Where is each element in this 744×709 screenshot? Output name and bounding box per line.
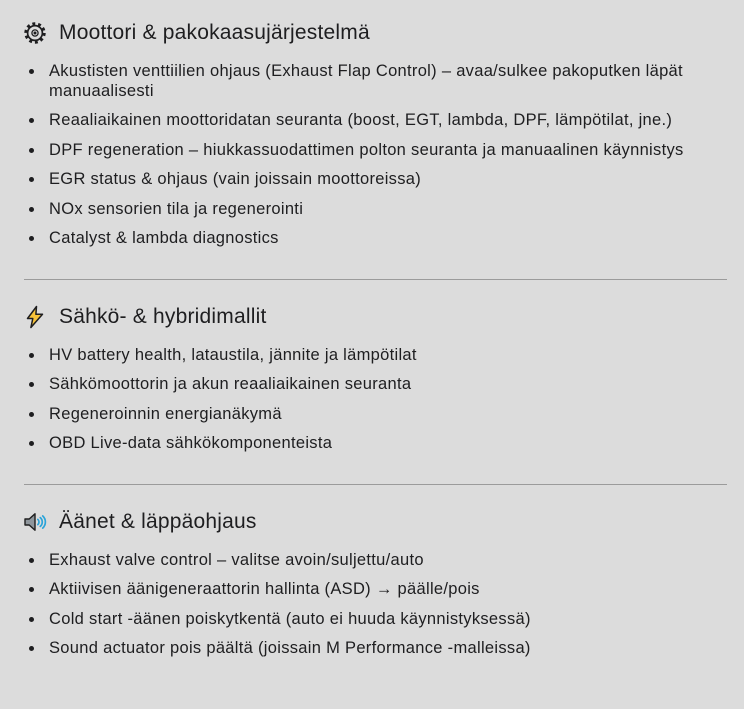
section-heading: Moottori & pakokaasujärjestelmä xyxy=(59,21,370,44)
section-heading: Sähkö- & hybridimallit xyxy=(59,304,267,328)
feature-list xyxy=(22,346,732,454)
bullet-dot xyxy=(29,69,34,74)
bullet-dot xyxy=(29,353,34,358)
list-item-text: HV battery health, lataustila, jännite ja lämpötilat xyxy=(49,345,417,364)
bullet-dot xyxy=(29,412,34,417)
speaker-icon xyxy=(22,509,48,535)
list-item-text: Sound actuator pois päältä (joissain M Performance -malleissa) xyxy=(49,639,531,657)
bullet-dot xyxy=(29,382,34,387)
section-sounds-flap xyxy=(22,509,732,659)
list-item xyxy=(22,170,702,190)
bullet-dot xyxy=(29,118,34,123)
section-divider xyxy=(24,279,727,280)
section-title-row xyxy=(22,20,732,46)
bullet-dot xyxy=(29,646,34,651)
list-item-text: Sähkömoottorin ja akun reaaliaikainen seuranta xyxy=(49,375,412,393)
bullet-dot xyxy=(29,207,34,212)
bullet-dot xyxy=(29,177,34,182)
list-item xyxy=(22,434,702,454)
list-item xyxy=(22,639,702,659)
section-heading: Äänet & läppäohjaus xyxy=(59,509,257,533)
list-item xyxy=(22,141,702,161)
list-item xyxy=(22,405,702,425)
bullet-dot xyxy=(29,236,34,241)
bullet-dot xyxy=(29,558,34,563)
lightning-icon xyxy=(22,304,48,330)
list-item-text: OBD Live-data sähkökomponenteista xyxy=(49,434,333,452)
feature-list xyxy=(22,62,732,249)
bullet-dot xyxy=(29,441,34,446)
list-item xyxy=(22,610,702,630)
list-item-text: Regeneroinnin energianäkymä xyxy=(49,404,282,423)
list-item-text: DPF regeneration – hiukkassuodattimen polton seuranta ja manuaalinen käynnistys xyxy=(49,140,684,159)
list-item xyxy=(22,229,702,249)
gear-icon xyxy=(22,20,48,46)
bullet-dot xyxy=(29,148,34,153)
list-item-text: NOx sensorien tila ja regenerointi xyxy=(49,199,304,218)
bullet-dot xyxy=(29,617,34,622)
list-item-text: Cold start -äänen poiskytkentä (auto ei huuda käynnistyksessä) xyxy=(49,609,531,628)
list-item-text: Exhaust valve control – valitse avoin/suljettu/auto xyxy=(49,550,424,569)
feature-list xyxy=(22,551,732,659)
section-electric-hybrid xyxy=(22,304,732,454)
bullet-dot xyxy=(29,587,34,592)
section-divider xyxy=(24,484,727,485)
list-item xyxy=(22,375,702,395)
list-item xyxy=(22,200,702,220)
list-item-text: Reaaliaikainen moottoridatan seuranta (boost, EGT, lambda, DPF, lämpötilat, jne.) xyxy=(49,111,673,129)
list-item xyxy=(22,111,702,131)
section-title-row xyxy=(22,509,732,535)
list-item xyxy=(22,346,702,366)
list-item xyxy=(22,62,702,101)
section-title-row xyxy=(22,304,732,330)
list-item-text: EGR status & ohjaus (vain joissain moottoreissa) xyxy=(49,170,422,188)
list-item xyxy=(22,580,702,600)
list-item xyxy=(22,551,702,571)
list-item-text: Akustisten venttiilien ohjaus (Exhaust Flap Control) – avaa/sulkee pakoputken läpät manuaalisesti xyxy=(49,62,683,100)
list-item-text: Catalyst & lambda diagnostics xyxy=(49,229,279,247)
section-engine-exhaust xyxy=(22,20,732,249)
list-item-text: Aktiivisen äänigeneraattorin hallinta (ASD) → päälle/pois xyxy=(49,580,480,598)
